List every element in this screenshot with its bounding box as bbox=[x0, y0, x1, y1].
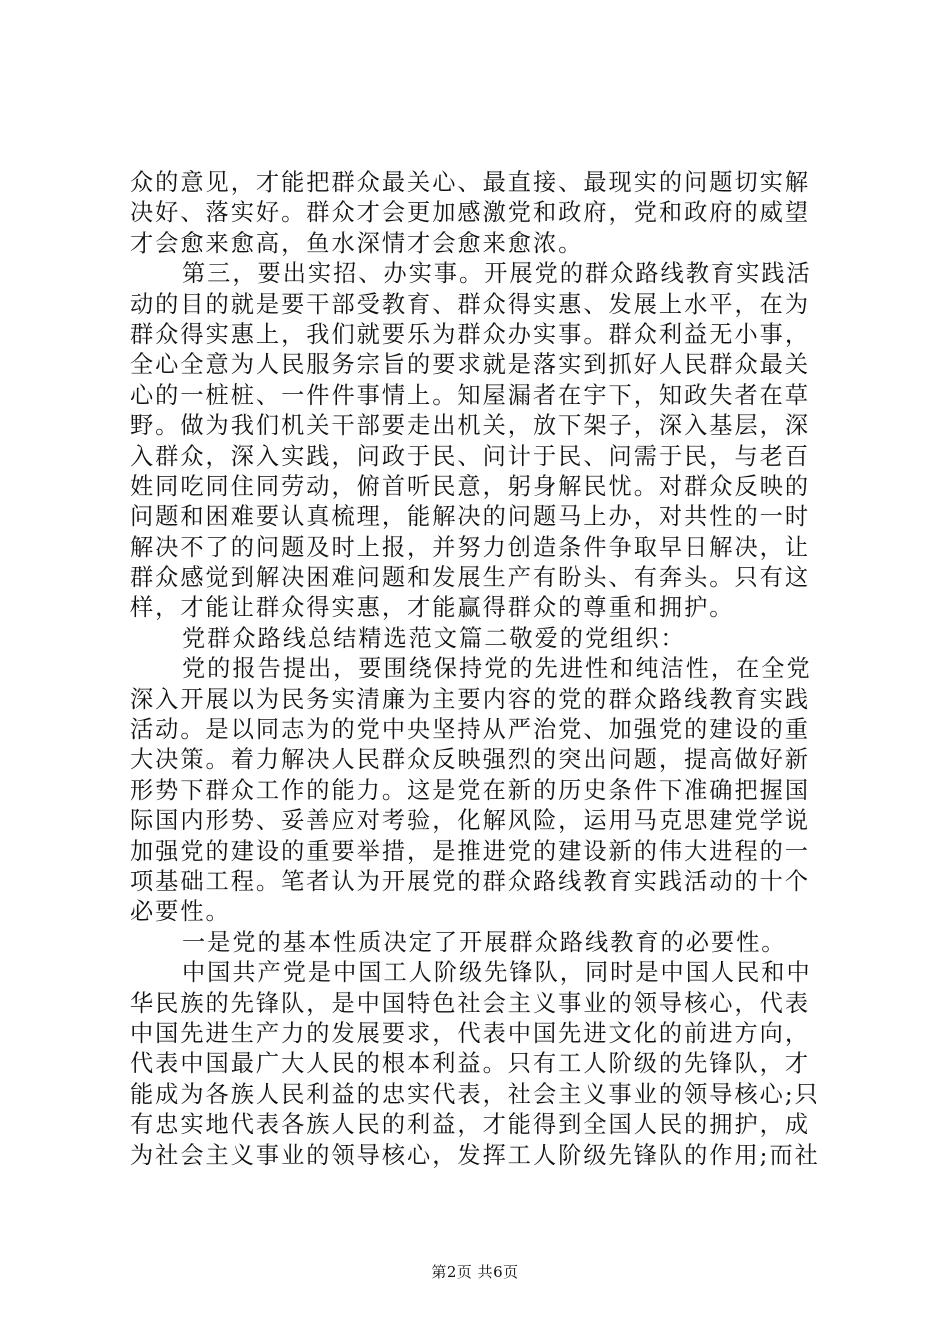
text-line: 党群众路线总结精选范文篇二敬爱的党组织： bbox=[182, 624, 686, 652]
text-line: 一是党的基本性质决定了开展群众路线教育的必要性。 bbox=[182, 928, 787, 956]
text-line: 心的一桩桩、一件件事情上。知屋漏者在宇下，知政失者在草 bbox=[130, 381, 811, 409]
text-line: 众的意见，才能把群众最关心、最直接、最现实的问题切实解 bbox=[130, 169, 811, 196]
text-line: 深入开展以为民务实清廉为主要内容的党的群众路线教育实践 bbox=[130, 685, 811, 713]
text-line: 为社会主义事业的领导核心，发挥工人阶级先锋队的作用;而社 bbox=[130, 1141, 820, 1169]
text-line: 加强党的建设的重要举措，是推进党的建设新的伟大进程的一 bbox=[130, 837, 811, 865]
text-line: 中国共产党是中国工人阶级先锋队，同时是中国人民和中 bbox=[182, 959, 812, 987]
text-line: 才会愈来愈高，鱼水深情才会愈来愈浓。 bbox=[130, 229, 584, 257]
text-line: 群众感觉到解决困难问题和发展生产有盼头、有奔头。只有这 bbox=[130, 564, 811, 592]
text-line: 际国内形势、妥善应对考验，化解风险，运用马克思建党学说 bbox=[130, 807, 811, 835]
text-line: 群众得实惠上，我们就要乐为群众办实事。群众利益无小事， bbox=[130, 320, 811, 348]
text-line: 动的目的就是要干部受教育、群众得实惠、发展上水平，在为 bbox=[130, 290, 811, 318]
text-line: 党的报告提出，要围绕保持党的先进性和纯洁性，在全党 bbox=[182, 655, 812, 683]
text-line: 形势下群众工作的能力。这是党在新的历史条件下准确把握国 bbox=[130, 776, 811, 804]
text-line: 有忠实地代表各族人民的利益，才能得到全国人民的拥护，成 bbox=[130, 1111, 811, 1139]
text-line: 代表中国最广大人民的根本利益。只有工人阶级的先锋队，才 bbox=[130, 1050, 811, 1078]
text-line: 第三，要出实招、办实事。开展党的群众路线教育实践活 bbox=[182, 260, 812, 288]
text-line: 中国先进生产力的发展要求，代表中国先进文化的前进方向， bbox=[130, 1019, 811, 1047]
text-line: 全心全意为人民服务宗旨的要求就是落实到抓好人民群众最关 bbox=[130, 351, 811, 379]
text-line: 华民族的先锋队，是中国特色社会主义事业的领导核心，代表 bbox=[130, 989, 811, 1017]
text-line: 项基础工程。笔者认为开展党的群众路线教育实践活动的十个 bbox=[130, 867, 811, 895]
text-line: 解决不了的问题及时上报，并努力创造条件争取早日解决，让 bbox=[130, 533, 811, 561]
text-line: 问题和困难要认真梳理，能解决的问题马上办，对共性的一时 bbox=[130, 503, 811, 531]
text-line: 活动。是以同志为的党中央坚持从严治党、加强党的建设的重 bbox=[130, 716, 811, 744]
text-line: 能成为各族人民利益的忠实代表，社会主义事业的领导核心;只 bbox=[130, 1080, 820, 1108]
body-text bbox=[130, 168, 820, 1171]
text-line: 必要性。 bbox=[130, 898, 231, 926]
text-line: 野。做为我们机关干部要走出机关，放下架子，深入基层，深 bbox=[130, 412, 811, 440]
text-line: 入群众，深入实践，问政于民、问计于民、问需于民，与老百 bbox=[130, 442, 811, 470]
text-line: 样，才能让群众得实惠，才能赢得群众的尊重和拥护。 bbox=[130, 594, 735, 622]
text-line: 姓同吃同住同劳动，俯首听民意，躬身解民忧。对群众反映的 bbox=[130, 472, 811, 500]
text-line: 决好、落实好。群众才会更加感激党和政府，党和政府的威望 bbox=[130, 199, 811, 227]
text-line: 大决策。着力解决人民群众反映强烈的突出问题，提高做好新 bbox=[130, 746, 811, 774]
page-footer: 第2页 共6页 bbox=[431, 1263, 519, 1281]
